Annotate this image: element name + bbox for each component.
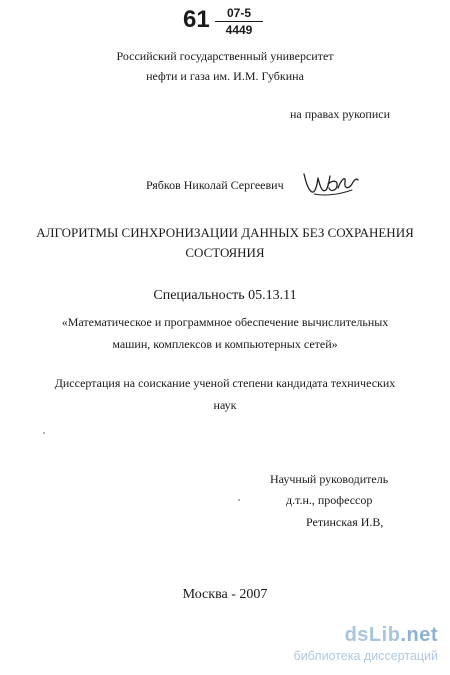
watermark-logo-suffix: .net [400, 624, 438, 646]
watermark-logo-prefix: dsLib [344, 624, 401, 646]
city-year: Москва - 2007 [182, 587, 268, 602]
registration-denominator: 4449 [225, 23, 253, 37]
supervisor-name: Ретинская И.В, [306, 515, 384, 529]
scan-speck [43, 432, 45, 434]
dissertation-title [0, 223, 450, 263]
institution-line-2: нефти и газа им. И.М. Губкина [146, 69, 304, 83]
scan-speck [238, 499, 240, 501]
author-name: Рябков Николай Сергеевич [146, 178, 284, 192]
specialty-code: Специальность 05.13.11 [153, 288, 297, 303]
registration-numerator: 07-5 [215, 7, 263, 22]
watermark-subtitle: библиотека диссертаций [293, 649, 438, 663]
institution-line-1: Российский государственный университет [116, 49, 334, 63]
supervisor-role: Научный руководитель [270, 472, 389, 486]
degree-statement-line-1: Диссертация на соискание ученой степени кандидата технических [54, 376, 396, 390]
watermark-logo [345, 624, 438, 647]
specialty-name [0, 311, 450, 355]
degree-statement [0, 372, 450, 416]
supervisor-degree: д.т.н., профессор [286, 493, 373, 507]
title-line-1: АЛГОРИТМЫ СИНХРОНИЗАЦИИ ДАННЫХ БЕЗ СОХРАНЕНИЯ [36, 225, 414, 240]
signature [300, 166, 360, 200]
specialty-name-line-2: машин, комплексов и компьютерных сетей» [112, 337, 338, 351]
institution-name [0, 46, 450, 86]
registration-fraction [215, 7, 263, 37]
rights-note: на правах рукописи [290, 107, 390, 121]
specialty-name-line-1: «Математическое и программное обеспечение вычислительных [61, 315, 389, 329]
degree-statement-line-2: наук [213, 398, 237, 412]
title-line-2: СОСТОЯНИЯ [185, 245, 265, 260]
registration-number: 61 [183, 6, 210, 33]
